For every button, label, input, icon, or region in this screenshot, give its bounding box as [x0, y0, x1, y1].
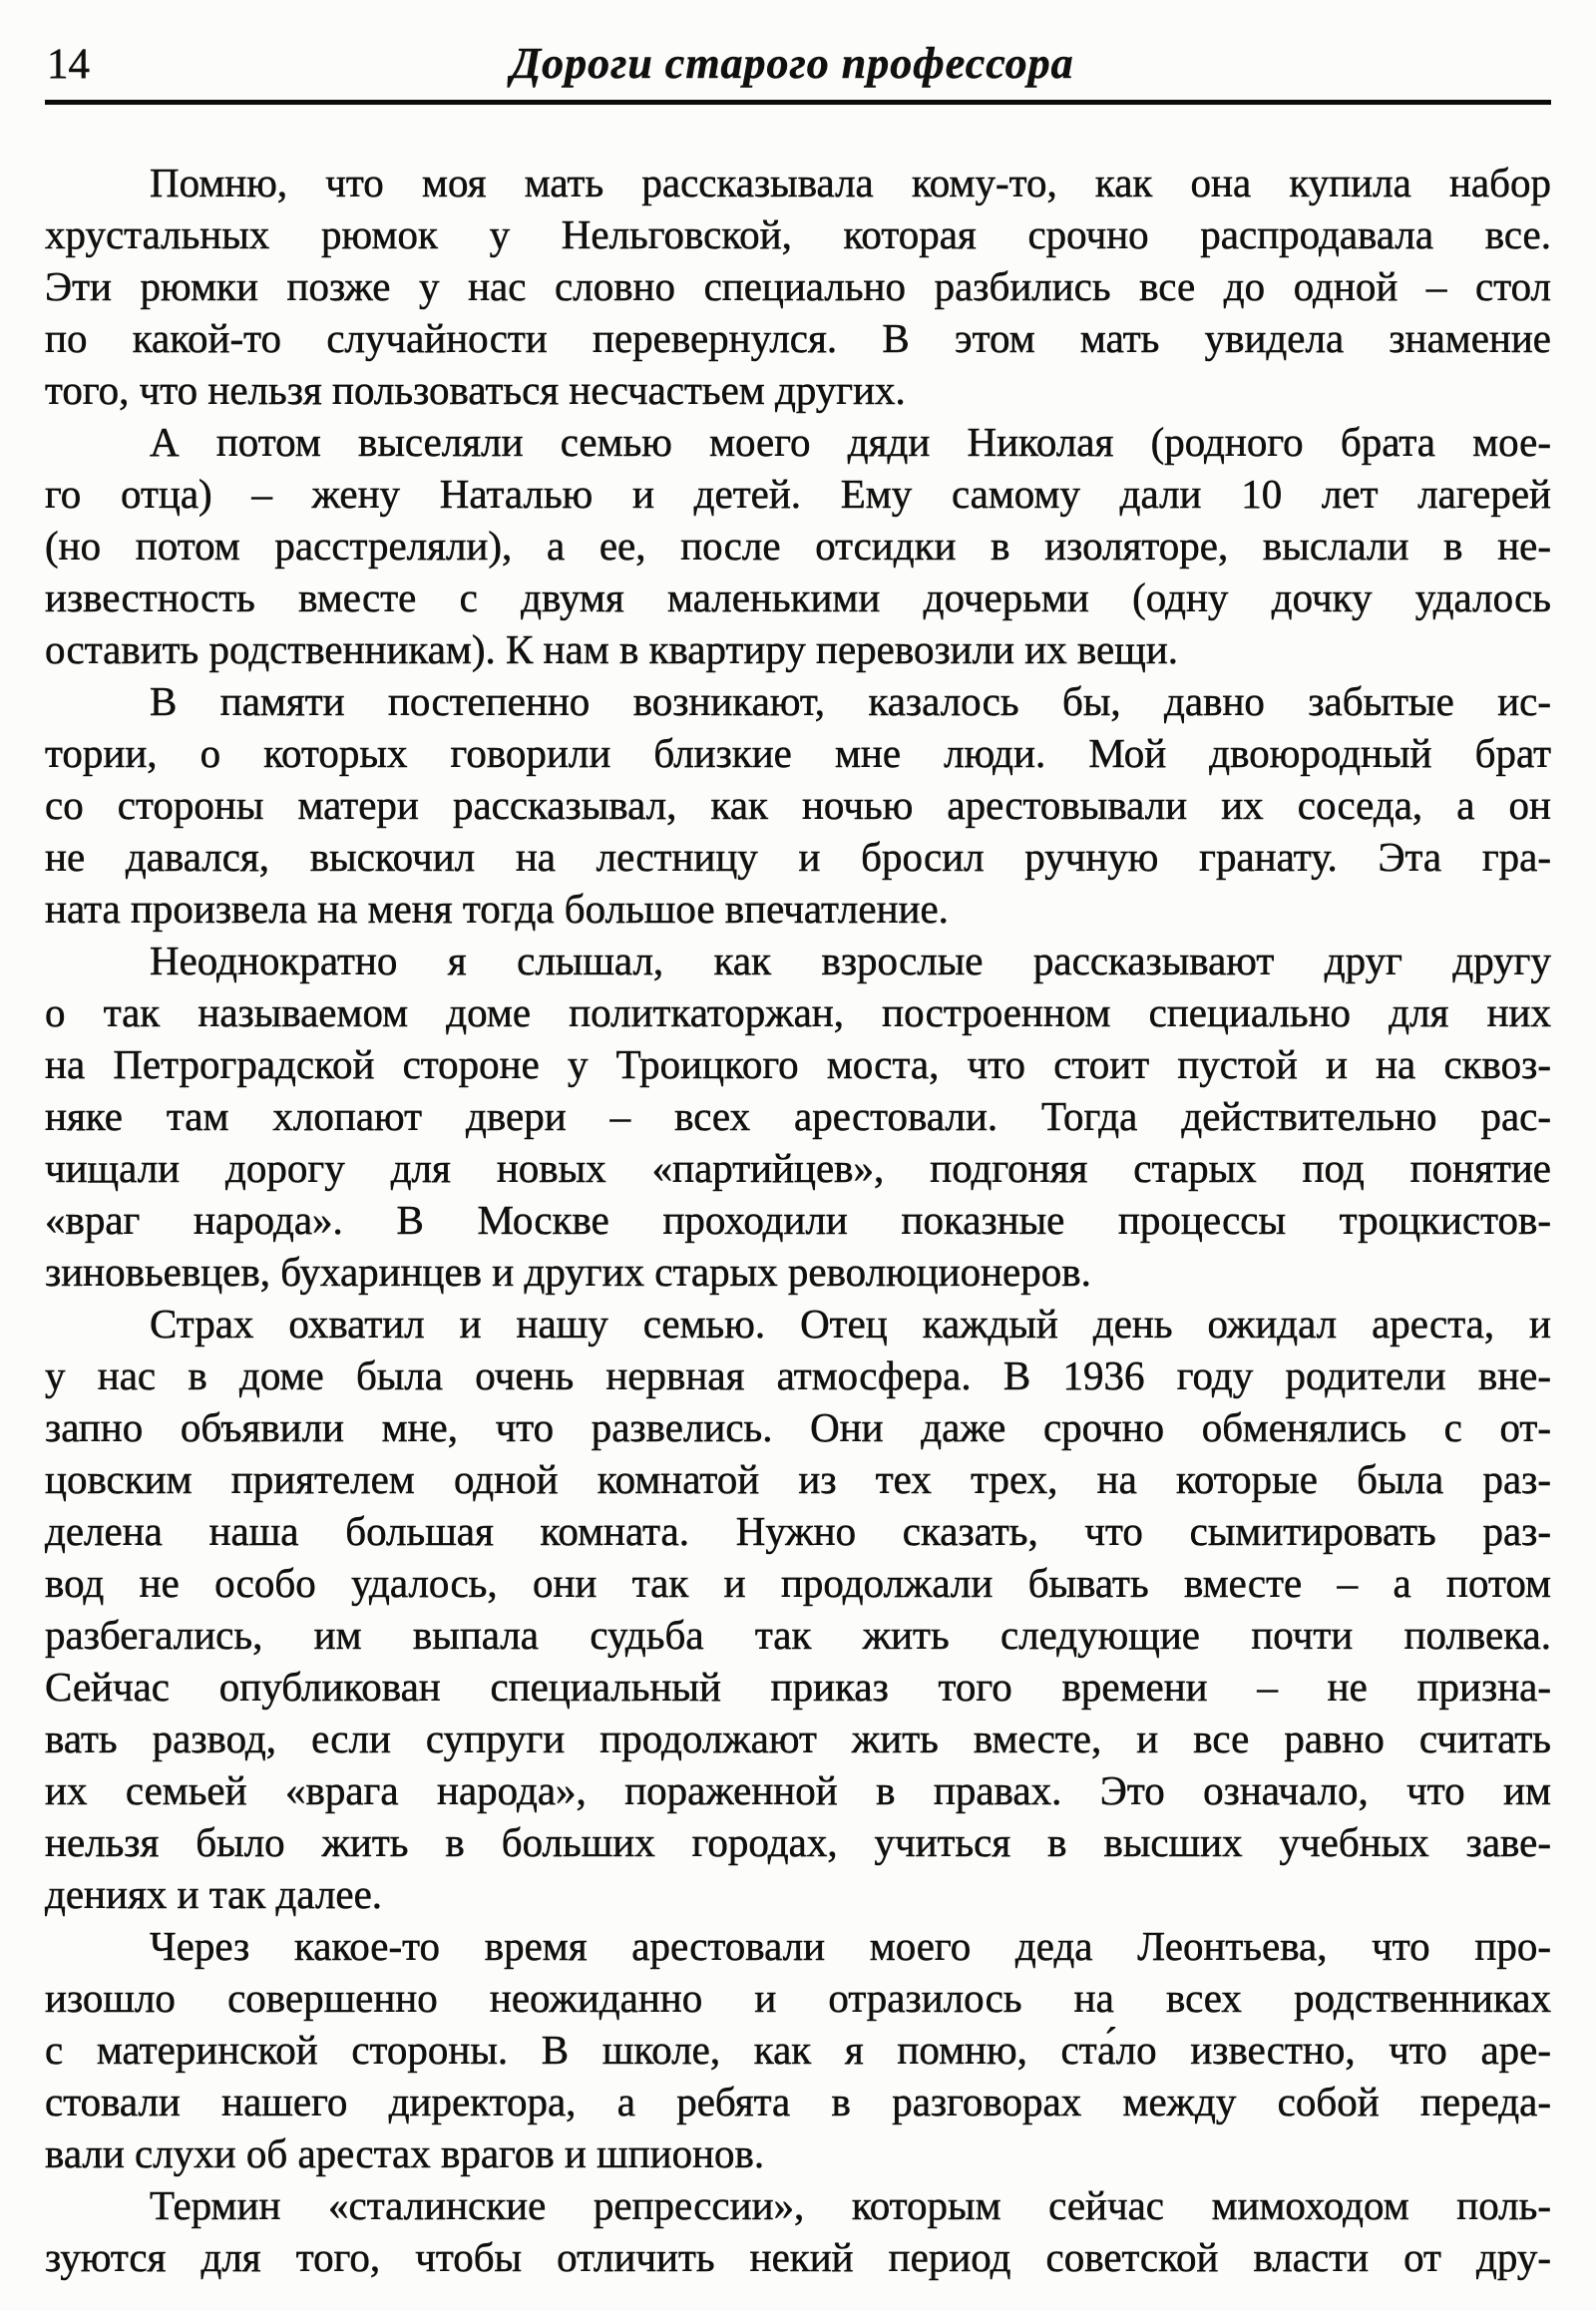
text-line: чищали дорогу для новых «партийцев», подгоняя старых под понятие [45, 1145, 1551, 1191]
text-line: Термин «сталинские репрессии», которым сейчас мимоходом поль- [150, 2182, 1551, 2228]
paragraph [45, 675, 1551, 935]
text-line: стовали нашего директора, а ребята в разговорах между собой переда- [45, 2079, 1551, 2124]
text-line: Страх охватил и нашу семью. Отец каждый день ожидал ареста, и [150, 1301, 1551, 1347]
text-line: зуются для того, чтобы отличить некий период советской власти от дру- [45, 2234, 1551, 2280]
text-line: цовским приятелем одной комнатой из тех трех, на которые была раз- [45, 1456, 1551, 1502]
paragraph [45, 416, 1551, 675]
paragraph [45, 157, 1551, 416]
text-line: запно объявили мне, что развелись. Они даже срочно обменялись с от- [45, 1404, 1551, 1450]
paragraph [45, 2179, 1551, 2283]
text-line: изошло совершенно неожиданно и отразилось на всех родственниках [45, 1975, 1551, 2021]
paragraph [45, 1298, 1551, 1920]
text-line: В памяти постепенно возникают, казалось бы, давно забытые ис- [150, 678, 1551, 724]
text-line: вать развод, если супруги продолжают жить вместе, и все равно считать [45, 1716, 1551, 1761]
text-line: того, что нельзя пользоваться несчастьем других. [45, 367, 906, 413]
text-line: известность вместе с двумя маленькими дочерьми (одну дочку удалось [45, 575, 1551, 620]
text-line: (но потом расстреляли), а ее, после отсидки в изоляторе, выслали в не- [45, 523, 1551, 569]
text-line: «враг народа». В Москве проходили показные процессы троцкистов- [45, 1197, 1551, 1243]
text-line: разбегались, им выпала судьба так жить следующие почти полвека. [45, 1612, 1551, 1658]
text-line: их семьей «врага народа», пораженной в правах. Это означало, что им [45, 1767, 1551, 1813]
text-line: А потом выселяли семью моего дяди Николая (родного брата мое- [150, 419, 1551, 465]
text-line: делена наша большая комната. Нужно сказать, что сымитировать раз- [45, 1508, 1551, 1554]
text-line: у нас в доме была очень нервная атмосфера. В 1936 году родители вне- [45, 1352, 1551, 1398]
text-line: оставить родственникам). К нам в квартиру перевозили их вещи. [45, 626, 1179, 672]
text-line: няке там хлопают двери – всех арестовали. Тогда действительно рас- [45, 1093, 1551, 1139]
text-line: с материнской стороны. В школе, как я помню, ста́ло известно, что аре- [45, 2027, 1551, 2073]
text-line: тории, о которых говорили близкие мне люди. Мой двоюродный брат [45, 730, 1551, 776]
text-line: хрустальных рюмок у Нельговской, которая срочно распродавала все. [45, 211, 1551, 257]
page-number: 14 [47, 41, 90, 88]
text-line: не давался, выскочил на лестницу и бросил ручную гранату. Эта гра- [45, 834, 1551, 880]
text-line: Через какое-то время арестовали моего деда Леонтьева, что про- [150, 1923, 1551, 1969]
text-line: Неоднократно я слышал, как взрослые рассказывают друг другу [150, 938, 1551, 983]
text-line: о так называемом доме политкаторжан, построенном специально для них [45, 989, 1551, 1035]
text-line: зиновьевцев, бухаринцев и других старых революционеров. [45, 1249, 1091, 1295]
text-line: вод не особо удалось, они так и продолжали бывать вместе – а потом [45, 1560, 1551, 1606]
text-line: со стороны матери рассказывал, как ночью арестовывали их соседа, а он [45, 782, 1551, 828]
text-line: на Петроградской стороне у Троицкого моста, что стоит пустой и на сквоз- [45, 1041, 1551, 1087]
page-header [45, 26, 1551, 86]
text-line: Сейчас опубликован специальный приказ того времени – не призна- [45, 1664, 1551, 1710]
text-line: ната произвела на меня тогда большое впечатление. [45, 886, 949, 932]
header-rule [45, 100, 1551, 105]
text-line: го отца) – жену Наталью и детей. Ему самому дали 10 лет лагерей [45, 471, 1551, 517]
running-title: Дороги старого профессора [511, 39, 1074, 88]
paragraph [45, 935, 1551, 1298]
text-line: Помню, что моя мать рассказывала кому-то, как она купила набор [150, 160, 1551, 205]
text-line: дениях и так далее. [45, 1871, 383, 1917]
text-line: нельзя было жить в больших городах, учиться в высших учебных заве- [45, 1819, 1551, 1865]
text-line: по какой-то случайности перевернулся. В этом мать увидела знамение [45, 315, 1551, 361]
page-body [45, 157, 1551, 2283]
text-line: Эти рюмки позже у нас словно специально разбились все до одной – стол [45, 263, 1551, 309]
text-line: вали слухи об арестах врагов и шпионов. [45, 2130, 765, 2176]
paragraph [45, 1920, 1551, 2179]
